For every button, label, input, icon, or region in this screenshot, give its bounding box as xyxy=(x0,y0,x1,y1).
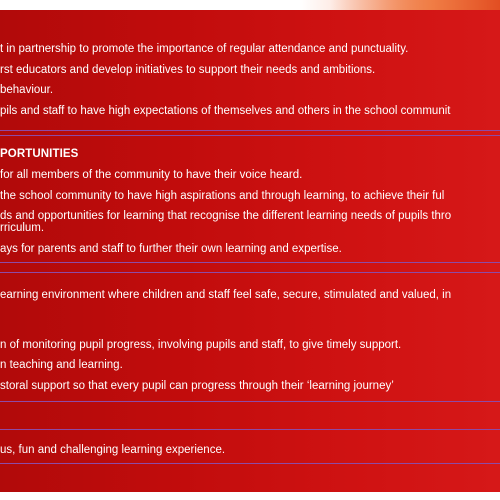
section-divider-1 xyxy=(0,130,500,131)
section-divider-1b xyxy=(0,135,500,136)
s1-line-1: t in partnership to promote the importance of regular attendance and punctuality. xyxy=(0,43,409,55)
s4-line-1: us, fun and challenging learning experience. xyxy=(0,444,226,456)
section-divider-3 xyxy=(0,401,500,402)
section-heading-opportunities: PORTUNITIES xyxy=(0,148,79,160)
bottom-margin xyxy=(0,492,500,500)
s2-line-3: ds and opportunities for learning that recognise the different learning needs of pupils thro xyxy=(0,210,452,222)
s2-line-2: the school community to have high aspirations and through learning, to achieve their ful xyxy=(0,190,445,202)
s1-line-3: behaviour. xyxy=(0,84,54,96)
s3-line-1: earning environment where children and staff feel safe, secure, stimulated and valued, in xyxy=(0,289,452,301)
slide-content-panel xyxy=(0,10,500,492)
section-divider-4 xyxy=(0,463,500,464)
s3-line-3: n teaching and learning. xyxy=(0,359,123,371)
s2-line-3-cont: rriculum. xyxy=(0,222,45,234)
section-divider-2 xyxy=(0,262,500,263)
section-divider-3b xyxy=(0,429,500,430)
s1-line-4: pils and staff to have high expectations of themselves and others in the school communit xyxy=(0,105,451,117)
s2-line-1: for all members of the community to have their voice heard. xyxy=(0,169,303,181)
decorative-top-band xyxy=(0,0,500,10)
s3-line-4: storal support so that every pupil can progress through their ‘learning journey’ xyxy=(0,380,394,392)
s3-line-2: n of monitoring pupil progress, involving pupils and staff, to give timely support. xyxy=(0,339,402,351)
section-divider-2b xyxy=(0,272,500,273)
s2-line-4: ays for parents and staff to further their own learning and expertise. xyxy=(0,243,342,255)
s1-line-2: rst educators and develop initiatives to support their needs and ambitions. xyxy=(0,64,376,76)
decorative-orange-sliver xyxy=(330,0,500,10)
